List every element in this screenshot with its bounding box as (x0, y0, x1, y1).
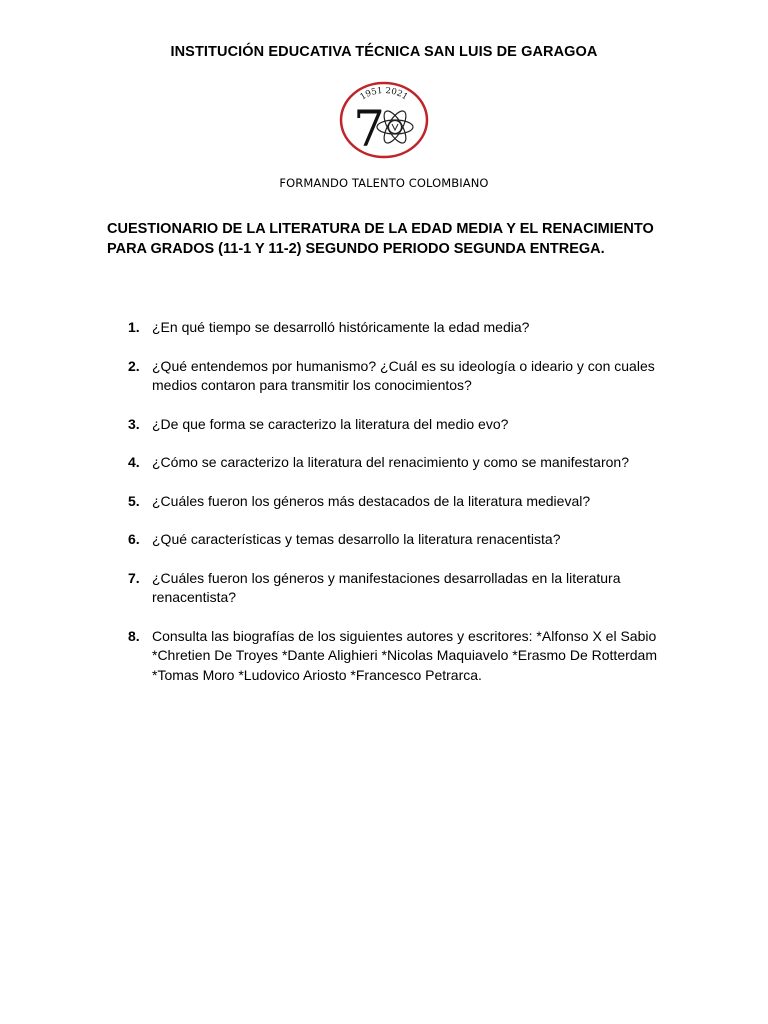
question-number: 2. (128, 357, 140, 374)
question-text: ¿Qué características y temas desarrollo la literatura renacentista? (152, 531, 561, 547)
question-text: ¿Qué entendemos por humanismo? ¿Cuál es su ideología o ideario y con cuales medios contaron para transmitir los conocimientos? (152, 357, 655, 393)
question-text: ¿De que forma se caracterizo la literatura del medio evo? (152, 415, 509, 432)
question-text: ¿En qué tiempo se desarrolló históricamente la edad media? (152, 319, 530, 335)
question-item (107, 318, 667, 338)
question-item (107, 453, 667, 473)
question-number: 7. (128, 569, 140, 586)
questionnaire-title: CUESTIONARIO DE LA LITERATURA DE LA EDAD MEDIA Y EL RENACIMIENTO PARA GRADOS (11-1 Y 11-2) SEGUNDO PERIODO SEGUNDA ENTREGA. (107, 221, 654, 257)
question-number: 4. (128, 454, 140, 470)
question-number: 8. (128, 627, 140, 644)
question-item (107, 357, 667, 396)
question-text: ¿Cómo se caracterizo la literatura del renacimiento y como se manifestaron? (152, 454, 629, 470)
question-item (107, 569, 667, 608)
question-list (107, 318, 667, 704)
question-number: 1. (128, 319, 140, 335)
school-motto: FORMANDO TALENTO COLOMBIANO (279, 176, 489, 190)
question-number: 5. (128, 492, 140, 509)
question-number: 6. (128, 531, 140, 547)
question-number: 3. (128, 415, 140, 432)
school-anniversary-logo (338, 80, 430, 160)
question-item (107, 627, 667, 686)
school-name: INSTITUCIÓN EDUCATIVA TÉCNICA SAN LUIS DE GARAGOA (170, 44, 598, 60)
question-item (107, 530, 667, 550)
question-item (107, 415, 667, 435)
question-item (107, 492, 667, 512)
question-text: Consulta las biografías de los siguientes autores y escritores: *Alfonso X el Sabio *Chretien De Troyes *Dante Alighieri *Nicolas Maquiavelo *Erasmo De Rotterdam *Tomas Moro *Ludovico Ariosto *Francesco Petrarca. (152, 627, 658, 683)
logo-number: 7 (353, 100, 385, 158)
question-text: ¿Cuáles fueron los géneros y manifestaciones desarrolladas en la literatura renacentista? (152, 569, 621, 605)
logo-years: 1951 2021 (358, 86, 410, 103)
question-text: ¿Cuáles fueron los géneros más destacados de la literatura medieval? (152, 492, 591, 509)
